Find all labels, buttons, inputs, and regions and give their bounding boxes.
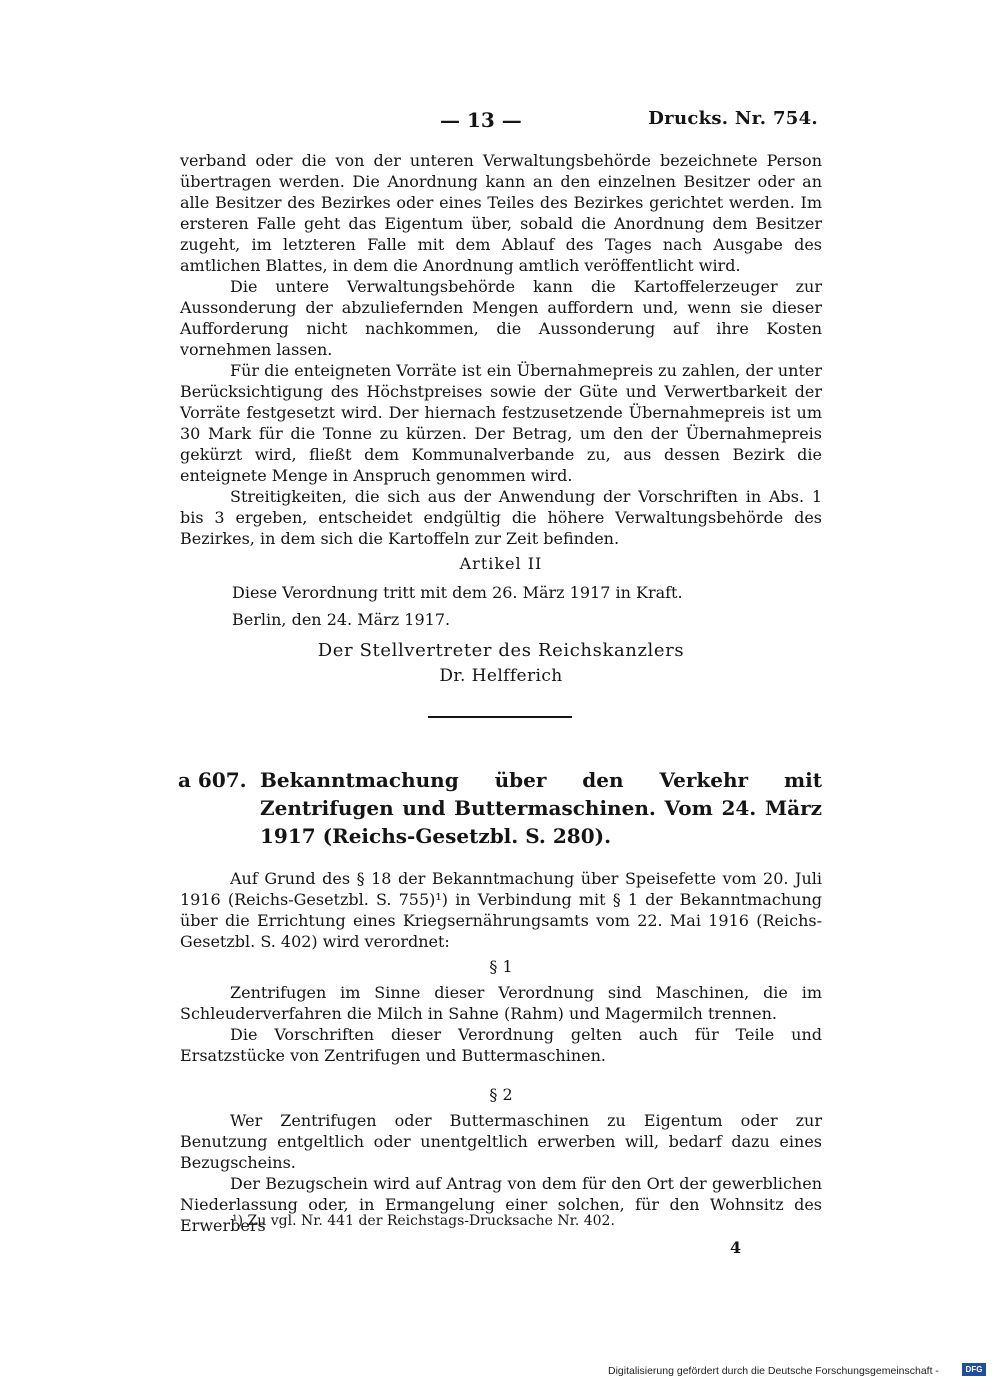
paragraph: Für die enteigneten Vorräte ist ein Übernahmepreis zu zahlen, der unter Berücksichtigung des Höchstpreises sowie der Güte und Verwertbarkeit der Vorräte festgesetzt wird. Der hiernach festzusetzende Übernahmepreis ist um 30 Mark für die Tonne zu kürzen. Der Betrag, um den der Übernahmepreis gekürzt wird, fließt dem Kommunalverbande zu, aus dessen Bezirk die enteignete Menge in Anspruch genommen wird. — [180, 361, 822, 485]
page-header — [0, 108, 1000, 138]
section-heading: § 1 — [489, 957, 513, 976]
sheet-number: 4 — [730, 1238, 742, 1257]
paragraph: Zentrifugen im Sinne dieser Verordnung sind Maschinen, die im Schleuderverfahren die Milch in Sahne (Rahm) und Magermilch trennen. — [180, 983, 822, 1023]
section-heading: § 2 — [489, 1085, 513, 1104]
announcement-number: a 607. — [178, 768, 247, 792]
announcement-title: Bekanntmachung über den Verkehr mit Zentrifugen und Buttermaschinen. Vom 24. März 1917 (Reichs-Gesetzbl. S. 280). — [260, 768, 822, 848]
paragraph: Die untere Verwaltungsbehörde kann die Kartoffelerzeuger zur Aussonderung der abzuliefernden Mengen auffordern und, wenn sie dieser Aufforderung nicht nachkommen, die Aussonderung auf ihre Kosten vornehmen lassen. — [180, 277, 822, 359]
digitization-note: Digitalisierung gefördert durch die Deutsche Forschungsgemeinschaft - — [608, 1365, 939, 1377]
announcement-body — [180, 868, 822, 1236]
effective-date-text: Diese Verordnung tritt mit dem 26. März 1917 in Kraft. — [232, 583, 683, 602]
paragraph: Der Bezugschein wird auf Antrag von dem für den Ort der gewerblichen Niederlassung oder, in Ermangelung einer solchen, für den Wohnsitz des Erwerbers — [180, 1174, 822, 1235]
signer-name: Dr. Helfferich — [439, 666, 563, 686]
page-number: — 13 — — [440, 108, 522, 132]
paragraph: Wer Zentrifugen oder Buttermaschinen zu Eigentum oder zur Benutzung entgeltlich oder unentgeltlich erwerben will, bedarf dazu eines Bezugscheins. — [180, 1111, 822, 1172]
article-heading: Artikel II — [459, 554, 543, 573]
signer-title: Der Stellvertreter des Reichskanzlers — [317, 640, 685, 661]
effective-block — [232, 582, 812, 636]
paragraph: Die Vorschriften dieser Verordnung gelten auch für Teile und Ersatzstücke von Zentrifugen und Buttermaschinen. — [180, 1025, 822, 1065]
print-reference: Drucks. Nr. 754. — [648, 108, 818, 129]
dfg-logo: DFG — [962, 1363, 986, 1376]
section-divider — [428, 716, 572, 718]
footnote: ¹) Zu vgl. Nr. 441 der Reichstags-Drucksache Nr. 402. — [232, 1213, 615, 1229]
place-date-text: Berlin, den 24. März 1917. — [232, 610, 451, 629]
continued-article-text — [180, 150, 822, 549]
intro-paragraph: Auf Grund des § 18 der Bekanntmachung über Speisefette vom 20. Juli 1916 (Reichs-Gesetzbl. S. 755)¹) in Verbindung mit § 1 der Bekanntmachung über die Errichtung eines Kriegsernährungsamts vom 22. Mai 1916 (Reichs-Gesetzbl. S. 402) wird verordnet: — [180, 869, 822, 951]
paragraph: verband oder die von der unteren Verwaltungsbehörde bezeichnete Person übertragen werden. Die Anordnung kann an den einzelnen Besitzer oder an alle Besitzer des Bezirkes oder eines Teiles des Bezirkes gerichtet werden. Im ersteren Falle geht das Eigentum über, sobald die Anordnung dem Besitzer zugeht, im letzteren Falle mit dem Ablauf des Tages nach Ausgabe des amtlichen Blattes, in dem die Anordnung amtlich veröffentlicht wird. — [180, 151, 822, 275]
paragraph: Streitigkeiten, die sich aus der Anwendung der Vorschriften in Abs. 1 bis 3 ergeben, entscheidet endgültig die höhere Verwaltungsbehörde des Bezirkes, in dem sich die Kartoffeln zur Zeit befinden. — [180, 487, 822, 548]
